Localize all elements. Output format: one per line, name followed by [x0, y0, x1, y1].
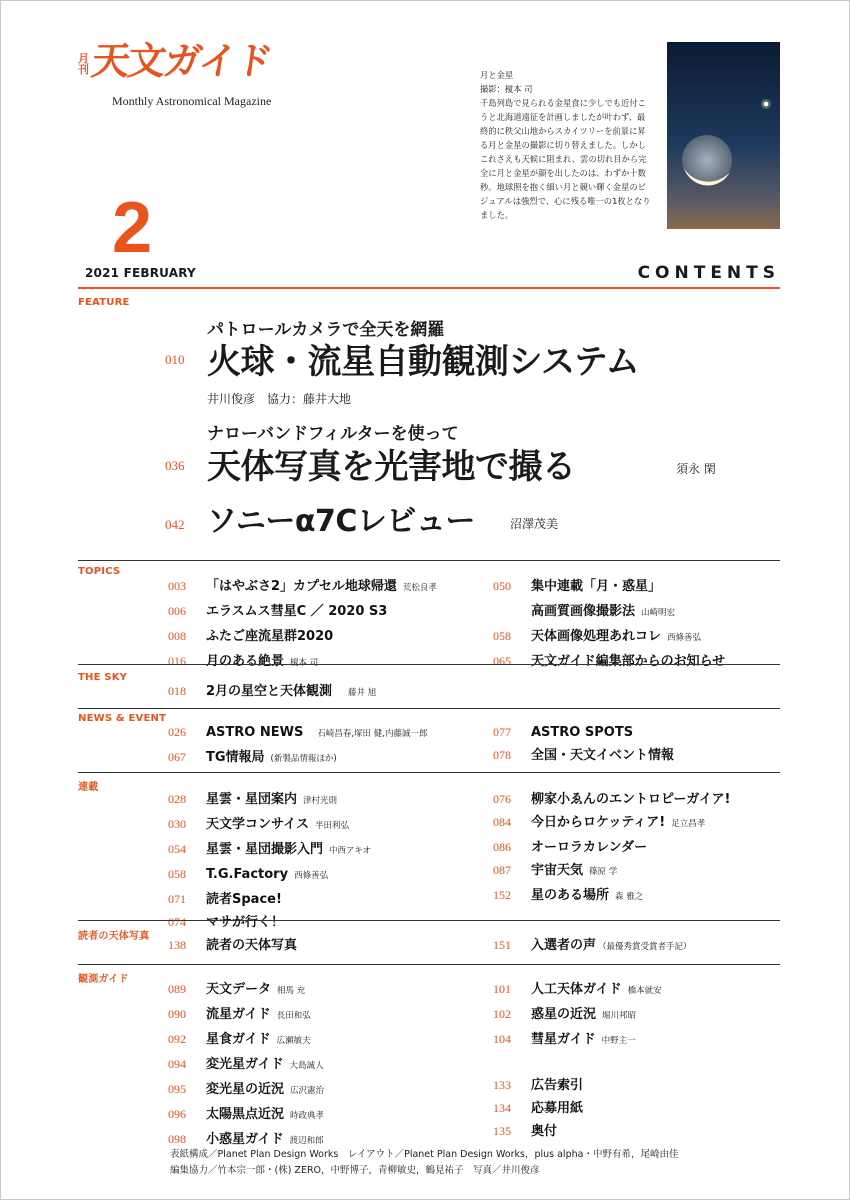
issue-number: 2 — [112, 188, 153, 268]
list-item[interactable] — [168, 649, 437, 674]
topics-left-list — [168, 574, 437, 674]
list-item[interactable] — [168, 910, 371, 933]
article-title: 今日からロケッティア! — [531, 815, 666, 830]
feature-author-3: 沼澤茂美 — [510, 517, 559, 531]
page-number: 050 — [493, 579, 511, 593]
list-item[interactable] — [168, 812, 371, 837]
article-title: 変光星の近況 — [206, 1082, 285, 1097]
list-item[interactable] — [168, 574, 437, 599]
list-item[interactable] — [168, 720, 427, 745]
list-item[interactable] — [168, 745, 427, 770]
list-item[interactable] — [493, 624, 731, 649]
feature-page-2: 036 — [165, 458, 185, 473]
section-label-readers: 読者の天体写真 — [78, 931, 150, 942]
list-item[interactable] — [493, 1073, 662, 1096]
feature-page-3: 042 — [165, 517, 185, 532]
list-item[interactable] — [168, 1027, 324, 1052]
rule-guide — [78, 964, 780, 965]
article-author: 中西アキオ — [329, 846, 372, 856]
article-author: 長田和弘 — [276, 1011, 311, 1021]
list-item[interactable] — [493, 1096, 662, 1119]
article-title: 「はやぶさ2」カプセル地球帰還 — [206, 579, 397, 594]
article-author: 足立昌孝 — [671, 819, 706, 829]
page-number: 087 — [493, 863, 511, 877]
magazine-subtitle: Monthly Astronomical Magazine — [112, 94, 272, 108]
list-item[interactable] — [168, 624, 437, 649]
article-title: 天体画像処理あれコレ — [531, 629, 662, 644]
page-number: 151 — [493, 938, 511, 952]
list-item[interactable] — [493, 977, 662, 1002]
section-label-news: NEWS & EVENT — [78, 713, 167, 724]
article-title: 天文学コンサイス — [206, 817, 309, 832]
section-label-guide: 観測ガイド — [78, 974, 129, 985]
rule-readers — [78, 920, 780, 921]
article-author: 石崎昌春,塚田 健,内藤誠一郎 — [317, 729, 428, 739]
article-title: オーロラカレンダー — [531, 840, 648, 855]
list-item[interactable] — [168, 599, 437, 624]
article-author: （最優秀賞受賞者手記） — [598, 942, 692, 952]
news-left-list — [168, 720, 427, 770]
serial-right-list — [493, 787, 730, 908]
list-item[interactable] — [168, 862, 371, 887]
article-author: 西條善弘 — [294, 871, 329, 881]
guide-right-list — [493, 977, 662, 1142]
page-number: 089 — [168, 982, 186, 996]
page-number: 094 — [168, 1057, 186, 1071]
list-item[interactable] — [493, 883, 730, 908]
article-author: 篠原 学 — [589, 867, 618, 877]
list-item[interactable] — [168, 1052, 324, 1077]
article-author: 大島誠人 — [289, 1061, 324, 1071]
article-author: 相馬 充 — [277, 986, 306, 996]
list-item[interactable] — [168, 1002, 324, 1027]
list-item[interactable] — [168, 933, 297, 956]
page-number: 058 — [168, 867, 186, 881]
list-item[interactable] — [168, 787, 371, 812]
page-number: 090 — [168, 1007, 186, 1021]
article-title: 応募用紙 — [531, 1101, 584, 1116]
article-title: 変光星ガイド — [206, 1057, 284, 1072]
article-title: 星のある場所 — [531, 888, 610, 903]
list-spacer — [493, 1052, 662, 1073]
article-title: 彗星ガイド — [531, 1032, 596, 1047]
feature-author-2: 須永 閑 — [676, 462, 716, 476]
article-author: 森 雅之 — [615, 892, 644, 902]
page-number: 018 — [168, 684, 186, 698]
page-number: 152 — [493, 888, 511, 902]
page-number: 074 — [168, 915, 186, 929]
list-item[interactable] — [168, 1077, 324, 1102]
article-title: 奥付 — [531, 1124, 558, 1139]
article-title: 広告索引 — [531, 1078, 584, 1093]
article-author: 時政典孝 — [290, 1111, 325, 1121]
page-number: 134 — [493, 1101, 511, 1115]
page-number: 026 — [168, 725, 186, 739]
page-number: 098 — [168, 1132, 186, 1146]
feature-page-1: 010 — [165, 352, 185, 367]
section-label-topics: TOPICS — [78, 566, 121, 577]
page-number: 077 — [493, 725, 511, 739]
list-item[interactable] — [493, 743, 674, 766]
caption-credit: 撮影：榎本 司 — [480, 84, 533, 94]
article-title: 2月の星空と天体観測 — [206, 684, 333, 699]
list-item[interactable] — [493, 1002, 662, 1027]
list-item[interactable] — [493, 858, 730, 883]
article-title: ASTRO NEWS — [206, 725, 304, 740]
article-title: エラスムス彗星C ／ 2020 S3 — [206, 604, 388, 619]
article-title: 読者の天体写真 — [206, 938, 298, 953]
article-author: 堀川邦昭 — [602, 1011, 637, 1021]
article-title: ふたご座流星群2020 — [206, 629, 334, 644]
page-number: 058 — [493, 629, 511, 643]
article-author: 広瀬敏夫 — [276, 1036, 311, 1046]
list-item[interactable] — [168, 837, 371, 862]
section-label-serial: 連載 — [78, 782, 99, 793]
caption-body: 千島列島で見られる金星食に少しでも近付こうと北海道遠征を計画しましたが叶わず、最終的に秩父山地からスカイツリーを前景に昇る月と金星の撮影に切り替えました。しかしこれさえも天候に阻まれ、雲の切れ目から完全に月と金星が顔を出したのは、わずか十数秒。地球照を抱く細い月と競い輝く金星のビジュアルは強烈で、心に残る唯一の1枚となりました。 — [480, 98, 651, 220]
feature-title-3[interactable]: ソニーα7Cレビュー — [207, 504, 475, 539]
page-number: 102 — [493, 1007, 511, 1021]
list-item[interactable] — [493, 599, 731, 624]
article-title: 柳家小ゑんのエントロピーガイア! — [531, 792, 731, 807]
feature-title-1[interactable]: 火球・流星自動観測システム — [207, 342, 640, 382]
feature-author-1: 井川俊彦 協力：藤井大地 — [207, 392, 352, 406]
article-author: 荒松良孝 — [402, 583, 437, 593]
guide-left-list — [168, 977, 324, 1152]
feature-subtitle-1: パトロールカメラで全天を網羅 — [207, 320, 445, 340]
article-title: マサが行く！ — [206, 915, 285, 930]
list-item[interactable] — [493, 787, 730, 810]
article-author: 渡辺和郎 — [289, 1136, 324, 1146]
credits-line-2: 編集協力／竹本宗一郎・(株) ZERO，中野博子，青柳敏史，鶴見祐子 写真／井川俊彦 — [170, 1165, 540, 1176]
page-number: 065 — [493, 654, 511, 668]
page-number: 016 — [168, 654, 186, 668]
page-number: 138 — [168, 938, 186, 952]
section-label-thesky: THE SKY — [78, 672, 128, 683]
page-number: 096 — [168, 1107, 186, 1121]
page-number: 084 — [493, 815, 511, 829]
article-author: 中野主一 — [601, 1036, 636, 1046]
feature-subtitle-2: ナローバンドフィルターを使って — [207, 424, 459, 444]
readers-left-list — [168, 933, 297, 956]
topics-right-list — [493, 574, 731, 674]
article-title: 小惑星ガイド — [206, 1132, 284, 1147]
contents-heading: CONTENTS — [637, 263, 780, 283]
page-number: 135 — [493, 1124, 511, 1138]
page-number: 071 — [168, 892, 186, 906]
rule-news — [78, 708, 780, 709]
article-title: 星雲・星団撮影入門 — [206, 842, 324, 857]
logo-gekkan: 月刊 — [78, 52, 89, 76]
list-item[interactable] — [168, 977, 324, 1002]
feature-title-2[interactable]: 天体写真を光害地で撮る — [207, 447, 576, 487]
article-author: 広沢憲治 — [290, 1086, 325, 1096]
page-number: 104 — [493, 1032, 511, 1046]
list-item[interactable] — [493, 933, 692, 958]
article-title: 人工天体ガイド — [531, 982, 622, 997]
list-item[interactable] — [493, 1119, 662, 1142]
article-author: 山崎明宏 — [641, 608, 676, 618]
article-title: 全国・天文イベント情報 — [531, 748, 675, 763]
section-label-feature: FEATURE — [78, 297, 130, 308]
rule-serial — [78, 772, 780, 773]
page-number: 076 — [493, 792, 511, 806]
list-item[interactable] — [493, 574, 731, 599]
list-item[interactable] — [168, 1102, 324, 1127]
article-title: 入選者の声 — [531, 938, 597, 953]
article-author: (新製品情報ほか) — [270, 754, 337, 764]
list-item[interactable] — [168, 887, 371, 910]
article-title: ASTRO SPOTS — [531, 725, 634, 740]
article-title: 惑星の近況 — [531, 1007, 597, 1022]
list-item[interactable] — [493, 835, 730, 858]
article-title: 高画質画像撮影法 — [531, 604, 636, 619]
page-number: 003 — [168, 579, 186, 593]
page-number: 030 — [168, 817, 186, 831]
article-title: 天文データ — [206, 982, 272, 997]
article-title: TG情報局 — [206, 750, 265, 765]
page-number: 086 — [493, 840, 511, 854]
rule-thesky — [78, 664, 780, 665]
readers-right-list — [493, 933, 692, 958]
list-item[interactable] — [493, 649, 731, 674]
page-number: 092 — [168, 1032, 186, 1046]
list-item[interactable] — [168, 679, 376, 704]
article-title: 星雲・星団案内 — [206, 792, 298, 807]
article-author: 津村光則 — [303, 796, 338, 806]
article-title: 集中連載「月・惑星」 — [531, 579, 662, 594]
thesky-list — [168, 679, 376, 704]
article-author: 西條善弘 — [667, 633, 702, 643]
article-author: 半田利弘 — [314, 821, 349, 831]
rule-topics — [78, 560, 780, 561]
page-number: 078 — [493, 748, 511, 762]
article-title: 読者Space! — [206, 892, 282, 907]
list-item[interactable] — [493, 720, 674, 743]
article-title: T.G.Factory — [206, 867, 289, 882]
page-number: 006 — [168, 604, 186, 618]
credits-line-1: 表紙構成／Planet Plan Design Works レイアウト／Planet Plan Design Works，plus alpha・中野有希，尾崎由佳 — [170, 1149, 679, 1160]
list-item[interactable] — [493, 810, 730, 835]
page-number: 101 — [493, 982, 511, 996]
caption-title: 月と金星 — [480, 70, 514, 80]
page-number: 008 — [168, 629, 186, 643]
page-number: 133 — [493, 1078, 511, 1092]
article-title: 流星ガイド — [206, 1007, 271, 1022]
list-item[interactable] — [493, 1027, 662, 1052]
magazine-logo: 天文ガイド — [88, 39, 274, 83]
rule-feature — [78, 287, 780, 289]
serial-left-list — [168, 787, 371, 933]
article-title: 天文ガイド編集部からのお知らせ — [531, 654, 726, 669]
article-title: 太陽黒点近況 — [206, 1107, 285, 1122]
page-number: 067 — [168, 750, 186, 764]
issue-date: 2021 FEBRUARY — [85, 266, 196, 280]
article-title: 月のある絶景 — [206, 654, 285, 669]
article-author: 藤井 旭 — [348, 688, 377, 698]
article-title: 宇宙天気 — [531, 863, 584, 878]
cover-photo-moon-venus — [667, 42, 780, 229]
article-author: 榎本 司 — [290, 658, 319, 668]
news-right-list — [493, 720, 674, 766]
page-number: 028 — [168, 792, 186, 806]
cover-caption — [480, 68, 652, 222]
page-number: 054 — [168, 842, 186, 856]
page-number: 095 — [168, 1082, 186, 1096]
article-title: 星食ガイド — [206, 1032, 271, 1047]
article-author: 橋本就安 — [627, 986, 662, 996]
